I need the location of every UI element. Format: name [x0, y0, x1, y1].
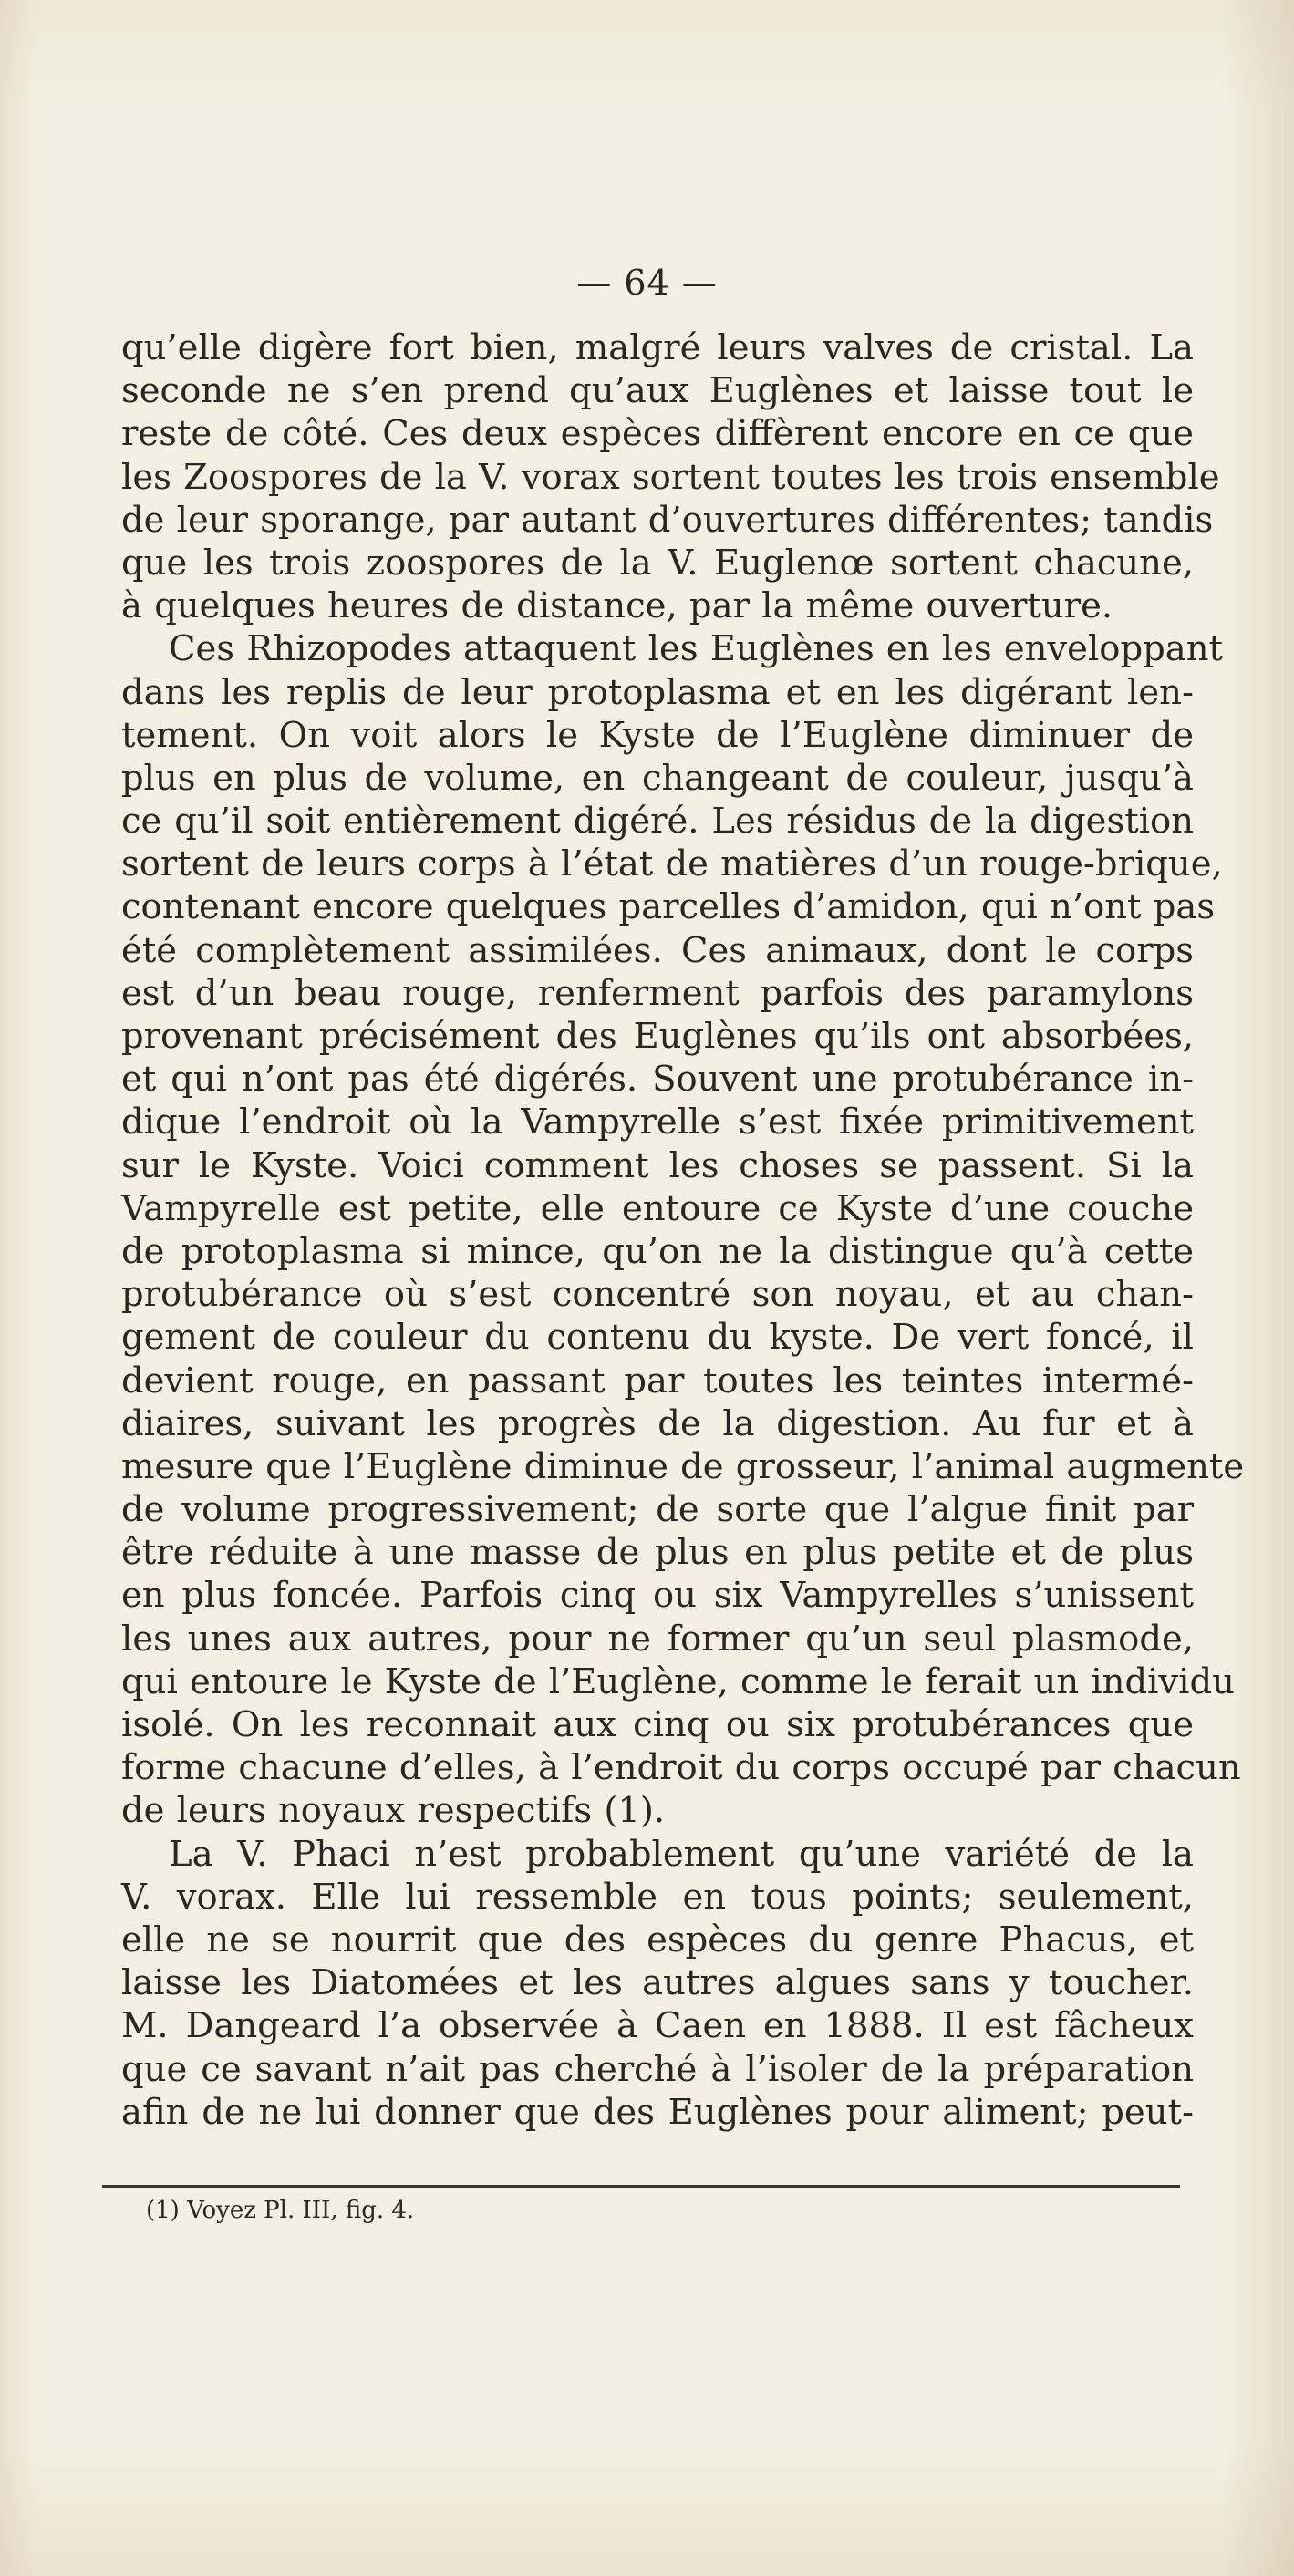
- text-line: qui entoure le Kyste de l’Euglène, comme le ferait un individu: [121, 1660, 1235, 1702]
- text-line: contenant encore quelques parcelles d’amidon, qui n’ont pas: [121, 886, 1216, 928]
- text-line: est d’un beau rouge, renferment parfois des paramylons: [121, 972, 1194, 1014]
- text-line: dique l’endroit où la Vampyrelle s’est fixée primitivement: [121, 1102, 1194, 1143]
- text-line: La V. Phaci n’est probablement qu’une variété de la: [169, 1833, 1194, 1875]
- text-line: et qui n’ont pas été digérés. Souvent une protubérance in-: [121, 1059, 1194, 1101]
- text-line: forme chacune d’elles, à l’endroit du corps occupé par chacun: [121, 1747, 1241, 1789]
- text-line: les Zoospores de la V. vorax sortent toutes les trois ensemble: [121, 456, 1220, 498]
- text-line: laisse les Diatomées et les autres algues sans y toucher.: [121, 1962, 1194, 2004]
- text-line: que les trois zoospores de la V. Euglenœ sortent chacune,: [121, 542, 1194, 584]
- text-line: elle ne se nourrit que des espèces du genre Phacus, et: [121, 1919, 1194, 1960]
- footnote: (1) Voyez Pl. III, fig. 4.: [146, 2197, 415, 2224]
- text-line: que ce savant n’ait pas cherché à l’isoler de la préparation: [121, 2048, 1194, 2090]
- text-line: sur le Kyste. Voici comment les choses se passent. Si la: [121, 1144, 1194, 1186]
- text-line: Vampyrelle est petite, elle entoure ce Kyste d’une couche: [121, 1187, 1194, 1229]
- text-line: devient rouge, en passant par toutes les teintes intermé-: [121, 1360, 1194, 1402]
- body-text: [121, 326, 1245, 2134]
- text-line: provenant précisément des Euglènes qu’ils ont absorbées,: [121, 1016, 1194, 1057]
- text-line: de leurs noyaux respectifs (1).: [121, 1790, 666, 1832]
- text-line: de leur sporange, par autant d’ouvertures différentes; tandis: [121, 499, 1214, 541]
- text-line: qu’elle digère fort bien, malgré leurs valves de cristal. La: [121, 327, 1194, 368]
- page-number: — 64 —: [576, 263, 718, 303]
- text-line: sortent de leurs corps à l’état de matières d’un rouge-brique,: [121, 843, 1223, 885]
- text-line: de volume progressivement; de sorte que l’algue finit par: [121, 1489, 1194, 1531]
- text-line: mesure que l’Euglène diminue de grosseur, l’animal augmente: [121, 1445, 1245, 1487]
- text-line: M. Dangeard l’a observée à Caen en 1888. Il est fâcheux: [121, 2005, 1194, 2047]
- text-line: ce qu’il soit entièrement digéré. Les résidus de la digestion: [121, 801, 1194, 843]
- text-line: V. vorax. Elle lui ressemble en tous points; seulement,: [121, 1876, 1194, 1918]
- footnote-divider: [102, 2185, 1180, 2188]
- text-line: diaires, suivant les progrès de la digestion. Au fur et à: [121, 1402, 1194, 1444]
- text-line: dans les replis de leur protoplasma et en les digérant len-: [121, 671, 1194, 713]
- text-line: seconde ne s’en prend qu’aux Euglènes et laisse tout le: [121, 370, 1194, 412]
- text-line: les unes aux autres, pour ne former qu’un seul plasmode,: [121, 1618, 1194, 1660]
- text-line: à quelques heures de distance, par la même ouverture.: [121, 585, 1113, 627]
- text-line: isolé. On les reconnait aux cinq ou six protubérances que: [121, 1704, 1194, 1745]
- text-line: Ces Rhizopodes attaquent les Euglènes en les enveloppant: [169, 628, 1223, 670]
- text-line: être réduite à une masse de plus en plus petite et de plus: [121, 1532, 1194, 1574]
- text-line: en plus foncée. Parfois cinq ou six Vampyrelles s’unissent: [121, 1575, 1194, 1617]
- text-line: de protoplasma si mince, qu’on ne la distingue qu’à cette: [121, 1230, 1194, 1272]
- text-line: été complètement assimilées. Ces animaux, dont le corps: [121, 929, 1194, 971]
- text-line: gement de couleur du contenu du kyste. De vert foncé, il: [121, 1317, 1194, 1359]
- text-line: protubérance où s’est concentré son noyau, et au chan-: [121, 1274, 1194, 1316]
- text-line: plus en plus de volume, en changeant de couleur, jusqu’à: [121, 757, 1194, 799]
- text-line: afin de ne lui donner que des Euglènes pour aliment; peut-: [121, 2091, 1194, 2133]
- text-line: reste de côté. Ces deux espèces diffèrent encore en ce que: [121, 413, 1194, 455]
- text-line: tement. On voit alors le Kyste de l’Euglène diminuer de: [121, 714, 1194, 756]
